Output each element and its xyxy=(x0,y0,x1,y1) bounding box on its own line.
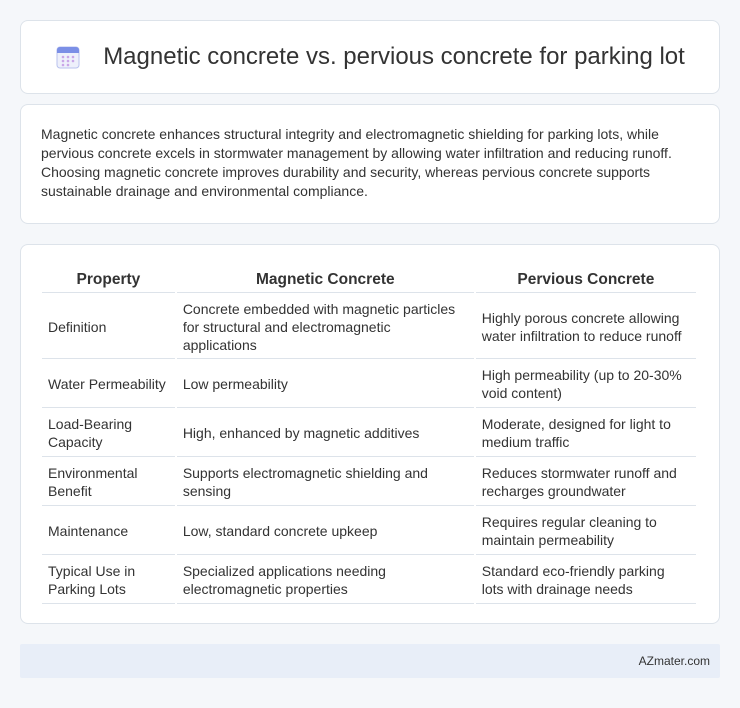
table-row xyxy=(42,361,696,408)
cell-pervious: Standard eco-friendly parking lots with drainage needs xyxy=(476,557,696,604)
cell-property: Load-Bearing Capacity xyxy=(42,410,175,457)
cell-property: Definition xyxy=(42,295,175,359)
cell-pervious: High permeability (up to 20-30% void content) xyxy=(476,361,696,408)
header xyxy=(55,43,685,71)
cell-magnetic: Concrete embedded with magnetic particles for structural and electromagnetic applications xyxy=(177,295,474,359)
cell-magnetic: High, enhanced by magnetic additives xyxy=(177,410,474,457)
calendar-icon xyxy=(55,44,81,70)
summary-text: Magnetic concrete enhances structural integrity and electromagnetic shielding for parking lots, while pervious concrete excels in stormwater management by allowing water infiltration and reducing runoff. Choosing magnetic concrete improves durability and security, whereas pervious concrete supports sustainable drainage and environmental compliance. xyxy=(41,126,672,199)
table-row xyxy=(42,557,696,604)
cell-magnetic: Low permeability xyxy=(177,361,474,408)
header-card xyxy=(20,20,720,94)
cell-pervious: Reduces stormwater runoff and recharges groundwater xyxy=(476,459,696,506)
table-header-row xyxy=(42,267,696,293)
cell-magnetic: Supports electromagnetic shielding and sensing xyxy=(177,459,474,506)
table-row xyxy=(42,295,696,359)
cell-magnetic: Specialized applications needing electromagnetic properties xyxy=(177,557,474,604)
page-title: Magnetic concrete vs. pervious concrete for parking lot xyxy=(103,43,685,70)
cell-pervious: Moderate, designed for light to medium traffic xyxy=(476,410,696,457)
cell-property: Environmental Benefit xyxy=(42,459,175,506)
footer-brand[interactable]: AZmater.com xyxy=(638,654,710,668)
header-property: Property xyxy=(42,267,175,293)
table-row xyxy=(42,410,696,457)
summary-card xyxy=(20,104,720,224)
header-pervious: Pervious Concrete xyxy=(476,267,696,293)
cell-property: Water Permeability xyxy=(42,361,175,408)
table-row xyxy=(42,459,696,506)
cell-pervious: Requires regular cleaning to maintain permeability xyxy=(476,508,696,555)
cell-property: Maintenance xyxy=(42,508,175,555)
table-row xyxy=(42,508,696,555)
comparison-card xyxy=(20,244,720,624)
cell-pervious: Highly porous concrete allowing water infiltration to reduce runoff xyxy=(476,295,696,359)
footer xyxy=(20,644,720,678)
cell-property: Typical Use in Parking Lots xyxy=(42,557,175,604)
header-magnetic: Magnetic Concrete xyxy=(177,267,474,293)
comparison-table xyxy=(40,265,698,606)
cell-magnetic: Low, standard concrete upkeep xyxy=(177,508,474,555)
